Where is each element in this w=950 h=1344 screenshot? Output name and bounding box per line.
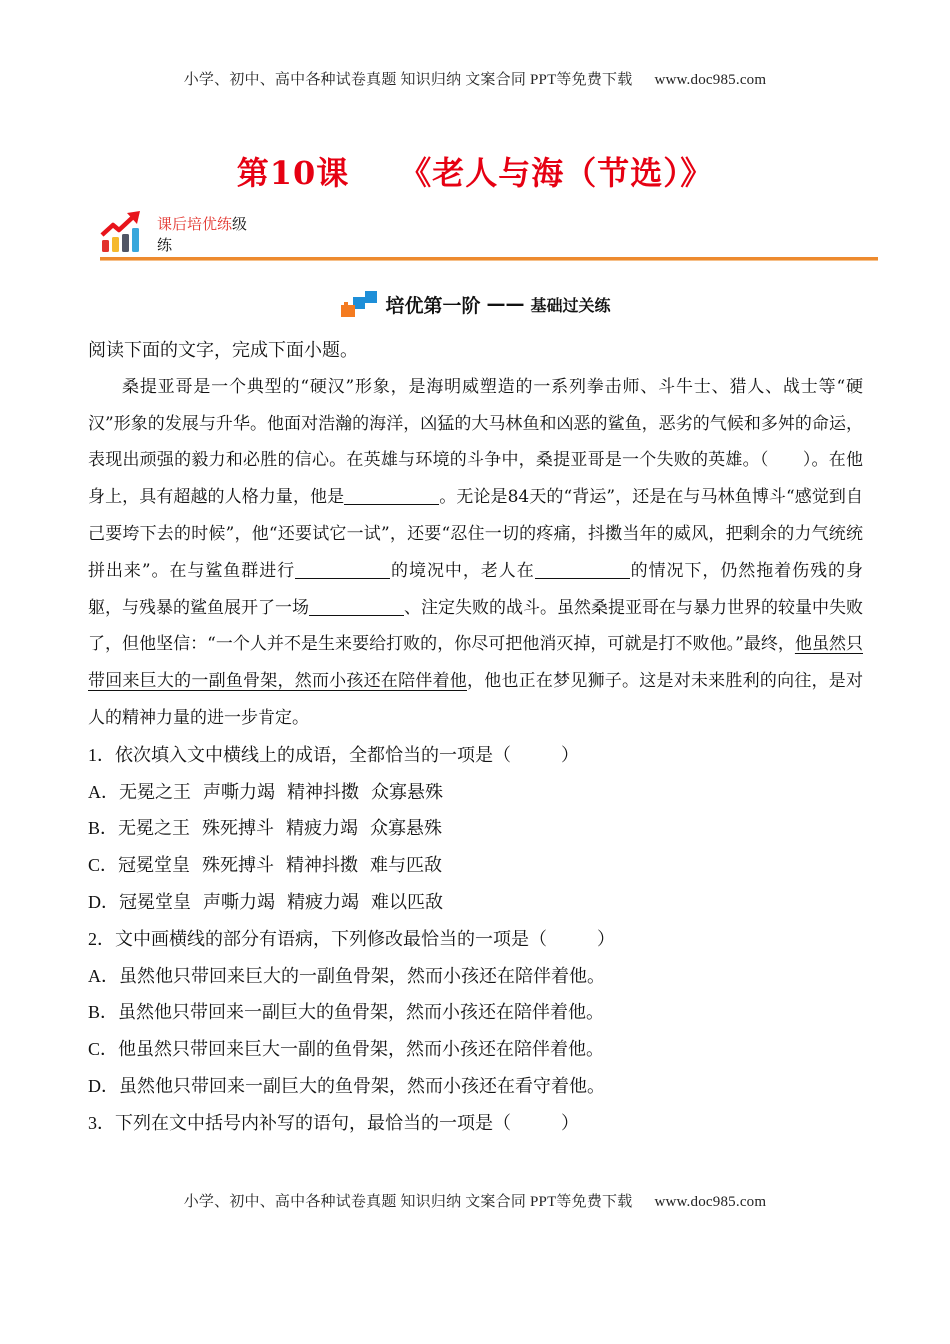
option-word: 精疲力竭 [287,891,359,912]
page-title [0,148,950,194]
passage-text: ，他也正在梦见狮子。这是对未来胜利的向往，是对人的精神力量的进一步肯定。 [88,671,863,728]
document-body [88,332,863,1142]
passage-text: 。无论是84天的“背运”，还是在与马林鱼博斗“感觉到自己要垮下去的时候”，他“还要试它一试”，还要“忍住一切的疼痛，抖擞当年的威风，把剩余的力气统统拼出来”。在与鲨鱼群进行 [88,487,863,581]
badge-label-black: 级 [232,215,248,233]
underlined-sentence: 他虽然只带回来巨大的一副鱼骨架，然而小孩还在陪伴着他 [88,634,863,692]
option-word: 无冕之王 [119,781,191,802]
lesson-name: 《老人与海（节选）》 [399,154,714,192]
page-footer [0,1190,950,1211]
section-dash: —— [486,293,525,315]
option-label: B． [88,1002,119,1023]
practice-badge [100,208,300,256]
question-1-option-a[interactable] [88,774,863,811]
option-word: 众寡悬殊 [371,781,443,802]
rising-bar-chart-icon [100,210,144,254]
option-text: 他虽然只带回来巨大一副的鱼骨架，然而小孩还在陪伴着他。 [118,1039,605,1060]
question-2-option-b[interactable] [88,994,863,1031]
option-label: D． [88,1075,119,1096]
question-paren: ） [597,928,615,949]
option-label: A． [88,781,119,802]
option-label: D． [88,891,119,912]
lesson-number: 第10课 [236,154,350,192]
option-word: 难与匹敌 [370,855,443,876]
option-word: 冠冕堂皇 [119,891,191,912]
passage-text: 、注定失败的战斗。虽然桑提亚哥在与暴力世界的较量中失败了，但他坚信：“一个人并不是生来要给打败的，你尽可把他消灭掉，可就是打不败他。”最终， [88,597,863,655]
question-text: 2．文中画横线的部分有语病，下列修改最恰当的一项是（ [88,928,547,949]
option-text: 虽然他只带回来巨大的一副鱼骨架，然而小孩还在陪伴着他。 [119,965,605,986]
option-word: 难以匹敌 [371,891,443,912]
reading-instruction: 阅读下面的文字，完成下面小题。 [88,340,358,360]
option-word: 无冕之王 [118,818,191,839]
question-2-stem [88,921,863,958]
page-header [0,68,950,89]
option-label: C． [88,855,119,876]
option-word: 冠冕堂皇 [118,855,191,876]
option-word: 声嘶力竭 [203,781,275,802]
question-1-option-b[interactable] [88,810,863,847]
badge-label [157,214,267,256]
divider-rule [100,257,878,261]
question-2-option-a[interactable] [88,958,863,995]
option-word: 声嘶力竭 [203,891,275,912]
footer-text: 小学、初中、高中各种试卷真题 知识归纳 文案合同 PPT等免费下载 [183,1194,633,1210]
option-label: C． [88,1039,119,1060]
question-paren: ） [561,744,579,765]
option-word: 殊死搏斗 [202,855,275,876]
footer-url-link[interactable]: www.doc985.com [654,1194,767,1210]
question-1-option-d[interactable] [88,884,863,921]
section-heading [0,289,950,324]
passage-text: 的境况中，老人在 [390,560,535,581]
section-subtitle: 基础过关练 [530,295,611,315]
option-word: 殊死搏斗 [202,818,275,839]
passage-text: ）。在他身上，具有超越的人格力量，他是 [88,450,864,508]
badge-label-line2: 练 [157,236,173,254]
question-text: 3．下列在文中括号内补写的语句，最恰当的一项是（ [88,1112,511,1133]
header-url-link[interactable]: www.doc985.com [654,72,767,88]
question-1-stem [88,737,863,774]
section-title: 培优第一阶 [385,294,481,317]
option-word: 精疲力竭 [286,818,359,839]
option-text: 虽然他只带回来一副巨大的鱼骨架，然而小孩还在陪伴着他。 [118,1002,605,1023]
option-label: A． [88,965,119,986]
option-word: 众寡悬殊 [370,818,443,839]
question-paren: ） [561,1112,579,1133]
passage-text: 桑提亚哥是一个典型的“硬汉”形象，是海明威塑造的一系列拳击师、斗牛士、猎人、战士等“硬汉”形象的发展与升华。他面对浩瀚的海洋，凶猛的大马林鱼和凶恶的鲨鱼，恶劣的气候和多舛的命运，表现出顽强的毅力和必胜的信心。在英雄与环境的斗争中，桑提亚哥是一个失败的英雄。（ [88,376,863,471]
reading-passage [88,369,863,737]
option-word: 精神抖擞 [286,855,359,876]
question-2-option-c[interactable] [88,1031,863,1068]
fill-blank [295,561,390,579]
question-1-option-c[interactable] [88,847,863,884]
fill-blank [309,598,404,616]
question-3-stem [88,1105,863,1142]
option-label: B． [88,818,119,839]
header-text: 小学、初中、高中各种试卷真题 知识归纳 文案合同 PPT等免费下载 [183,72,633,88]
stairs-icon [339,289,379,319]
fill-blank [535,561,630,579]
fill-blank [344,487,439,505]
option-text: 虽然他只带回来一副巨大的鱼骨架，然而小孩还在看守着他。 [119,1075,605,1096]
question-2-option-d[interactable] [88,1068,863,1105]
option-word: 精神抖擞 [287,781,359,802]
question-text: 1．依次填入文中横线上的成语，全都恰当的一项是（ [88,744,511,765]
passage-text: 的情况下，仍然拖着伤残的身躯，与残暴的鲨鱼展开了一场 [88,560,864,618]
badge-label-red: 课后培优练 [157,215,233,233]
